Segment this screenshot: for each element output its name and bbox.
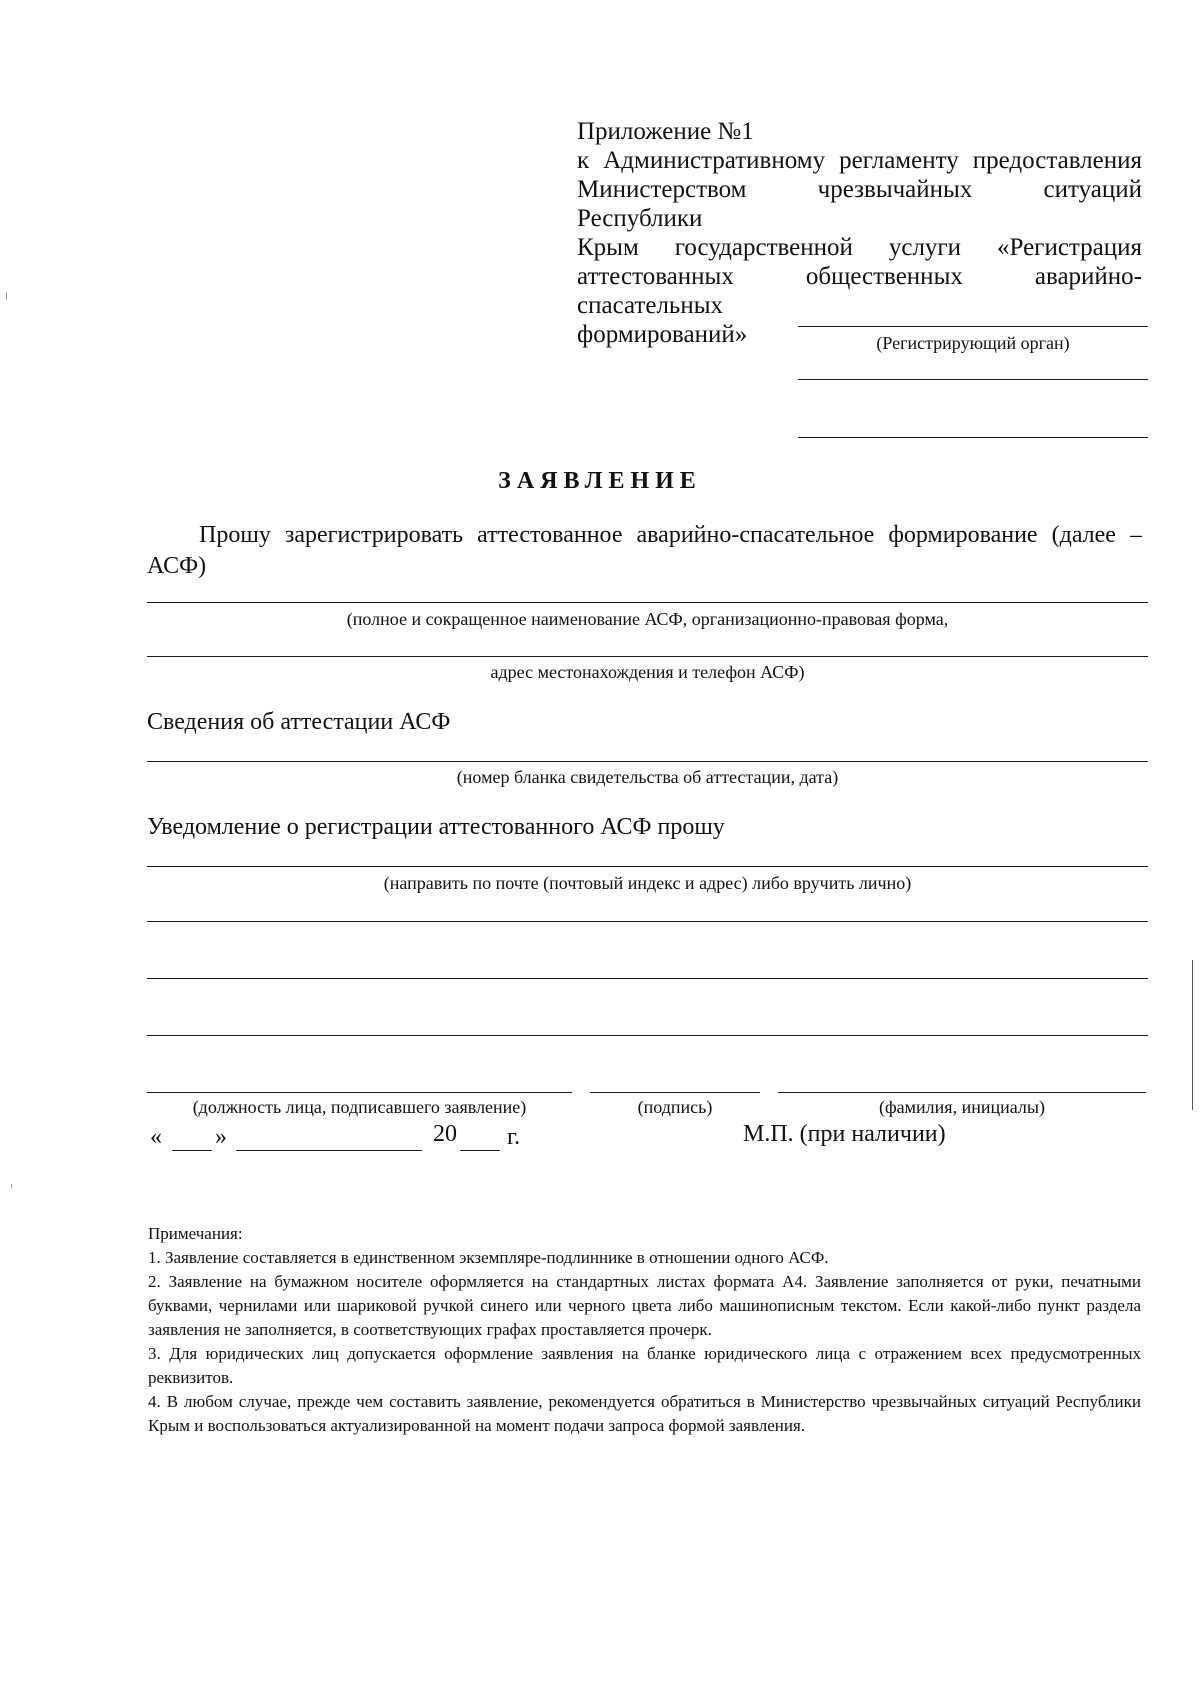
position-line[interactable] <box>147 1092 572 1093</box>
notes-block <box>148 1222 1141 1438</box>
note-item: 2. Заявление на бумажном носителе оформляется на стандартных листах формата А4. Заявление заполняется от руки, печатными буквами, чернилами или шариковой ручкой синего или черного цвета либо машинописным текстом. Если какой-либо пункт раздела заявления не заполняется, в соответствующих графах проставляется прочерк. <box>148 1272 1141 1339</box>
asf-name-line[interactable] <box>147 602 1148 603</box>
appendix-line-3: Крым государственной услуги «Регистрация <box>577 234 1142 261</box>
position-caption: (должность лица, подписавшего заявление) <box>192 1097 527 1117</box>
scan-dust-mark <box>6 292 7 300</box>
asf-address-line[interactable] <box>147 656 1148 657</box>
notice-caption: (направить по почте (почтовый индекс и адрес) либо вручить лично) <box>383 873 912 893</box>
authority-line-1[interactable] <box>798 326 1148 327</box>
full-name-caption: (фамилия, инициалы) <box>879 1097 1045 1117</box>
request-paragraph: Прошу зарегистрировать аттестованное аварийно-спасательное формирование (далее – АСФ) <box>147 522 1142 579</box>
scan-edge-mark <box>1192 960 1193 1110</box>
date-year-suffix: г. <box>507 1124 521 1150</box>
document-title: ЗАЯВЛЕНИЕ <box>498 468 702 494</box>
notes-title: Примечания: <box>148 1224 243 1243</box>
date-quote-open: « <box>150 1124 162 1150</box>
stamp-label: М.П. (при наличии) <box>743 1121 946 1147</box>
authority-line-2[interactable] <box>798 379 1148 380</box>
date-day-line[interactable] <box>172 1150 212 1151</box>
note-item: 3. Для юридических лиц допускается оформление заявления на бланке юридического лица с отражением всех предусмотренных реквизитов. <box>148 1344 1141 1387</box>
full-name-line[interactable] <box>778 1092 1146 1093</box>
signature-caption: (подпись) <box>637 1097 713 1117</box>
date-year-prefix: 20 <box>433 1121 457 1147</box>
attestation-caption: (номер бланка свидетельства об аттестации, дата) <box>456 767 839 787</box>
scan-dust-mark <box>11 1184 12 1188</box>
authority-line-3[interactable] <box>798 437 1148 438</box>
attestation-line[interactable] <box>147 761 1148 762</box>
asf-address-caption: адрес местонахождения и телефон АСФ) <box>490 662 805 682</box>
appendix-number: Приложение №1 <box>577 118 754 145</box>
authority-caption: (Регистрирующий орган) <box>876 333 1070 353</box>
notice-label: Уведомление о регистрации аттестованного АСФ прошу <box>147 814 725 840</box>
notice-extra-line-1[interactable] <box>147 921 1148 922</box>
date-year-line[interactable] <box>460 1150 500 1151</box>
attestation-label: Сведения об аттестации АСФ <box>147 709 451 735</box>
appendix-line-4: аттестованных общественных аварийно-спасательных <box>577 263 1142 319</box>
notice-line[interactable] <box>147 866 1148 867</box>
notice-extra-line-2[interactable] <box>147 978 1148 979</box>
note-item: 4. В любом случае, прежде чем составить заявление, рекомендуется обратиться в Министерство чрезвычайных ситуаций Республики Крым и воспользоваться актуализированной на момент подачи запроса формой заявления. <box>148 1392 1141 1435</box>
date-quote-close: » <box>215 1124 227 1150</box>
note-item: 1. Заявление составляется в единственном экземпляре-подлиннике в отношении одного АСФ. <box>148 1248 829 1267</box>
appendix-block <box>577 117 1142 349</box>
appendix-line-1: к Административному регламенту предоставления <box>577 147 1142 174</box>
appendix-line-5: формирований» <box>577 321 748 348</box>
date-month-line[interactable] <box>236 1150 422 1151</box>
appendix-line-2: Министерством чрезвычайных ситуаций Республики <box>577 176 1142 232</box>
notice-extra-line-3[interactable] <box>147 1035 1148 1036</box>
signature-line[interactable] <box>590 1092 760 1093</box>
asf-name-caption: (полное и сокращенное наименование АСФ, организационно-правовая форма, <box>346 609 949 629</box>
